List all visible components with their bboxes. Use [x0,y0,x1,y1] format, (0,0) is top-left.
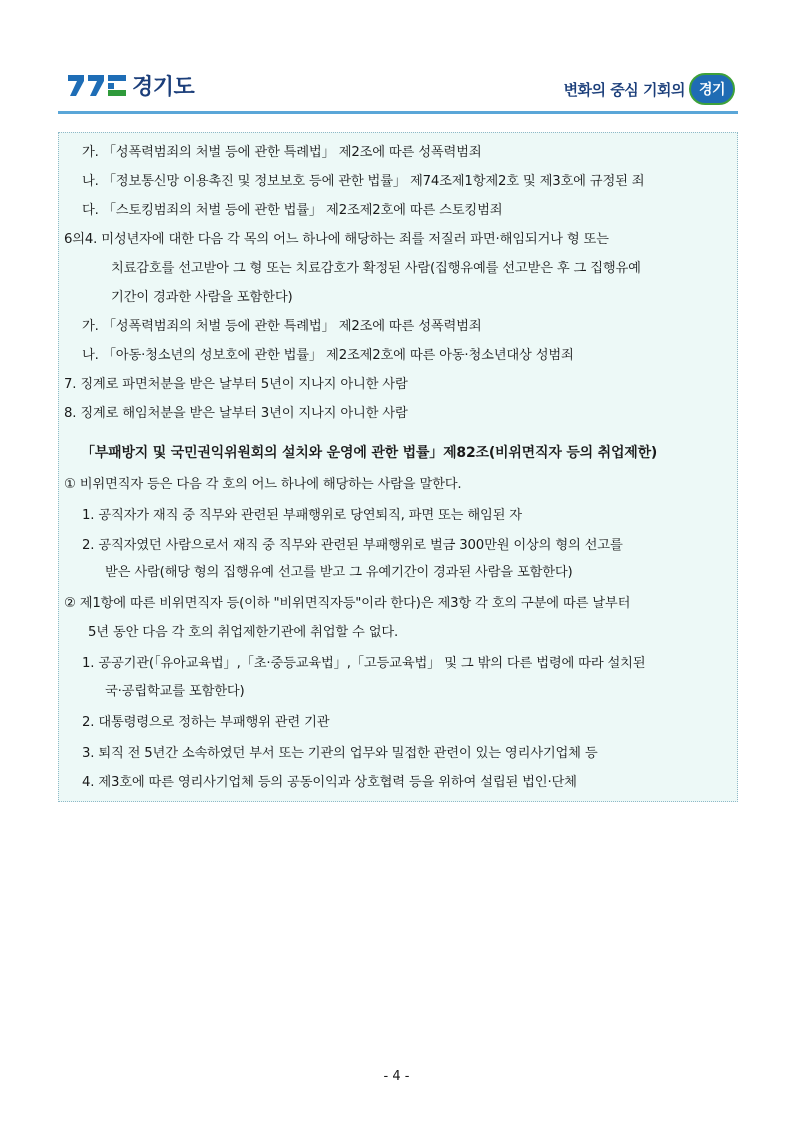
clause-line: ① 비위면직자 등은 다음 각 호의 어느 하나에 해당하는 사람을 말한다. [64,477,462,492]
header-rule [58,111,738,114]
clause-line: 6의4. 미성년자에 대한 다음 각 목의 어느 하나에 해당하는 죄를 저질러 파면·해임되거나 형 또는 [64,232,609,247]
clause-line: ② 제1항에 따른 비위면직자 등(이하 "비위면직자등"이라 한다)은 제3항 각 호의 구분에 따른 날부터 [64,596,631,611]
clause-line: 다. 「스토킹범죄의 처벌 등에 관한 법률」 제2조제2호에 따른 스토킹범죄 [82,203,503,218]
page-header [0,0,793,120]
clause-line: 1. 공직자가 재직 중 직무와 관련된 부패행위로 당연퇴직, 파면 또는 해임된 자 [82,508,522,523]
clause-line: 7. 징계로 파면처분을 받은 날부터 5년이 지나지 아니한 사람 [64,377,408,392]
slogan-text: 변화의 중심 기회의 [563,80,685,99]
content-box [58,132,738,802]
clause-line: 치료감호를 선고받아 그 형 또는 치료감호가 확정된 사람(집행유예를 선고받은 후 그 집행유예 [111,261,641,276]
page-number: - 4 - [383,1069,410,1084]
gyeonggi-logo-icon [66,72,128,98]
gyeonggi-logo [66,70,194,100]
slogan-badge: 경기 [689,73,735,105]
clause-line: 가. 「성폭력범죄의 처벌 등에 관한 특례법」 제2조에 따른 성폭력범죄 [82,319,482,334]
clause-line: 3. 퇴직 전 5년간 소속하였던 부서 또는 기관의 업무와 밀접한 관련이 있는 영리사기업체 등 [82,746,598,761]
clause-line: 가. 「성폭력범죄의 처벌 등에 관한 특례법」 제2조에 따른 성폭력범죄 [82,145,482,160]
clause-line: 국·공립학교를 포함한다) [105,684,245,699]
clause-line: 5년 동안 다음 각 호의 취업제한기관에 취업할 수 없다. [88,625,399,640]
clause-line: 4. 제3호에 따른 영리사기업체 등의 공동이익과 상호협력 등을 위하여 설립된 법인·단체 [82,775,577,790]
clause-line: 8. 징계로 해임처분을 받은 날부터 3년이 지나지 아니한 사람 [64,406,408,421]
clause-line: 나. 「아동·청소년의 성보호에 관한 법률」 제2조제2호에 따른 아동·청소년대상 성범죄 [82,348,574,363]
clause-line: 나. 「정보통신망 이용촉진 및 정보보호 등에 관한 법률」 제74조제1항제2호 및 제3호에 규정된 죄 [82,174,645,189]
logo-text: 경기도 [132,74,195,100]
section-heading: 「부패방지 및 국민권익위원회의 설치와 운영에 관한 법률」제82조(비위면직자 등의 취업제한) [81,445,658,461]
clause-line: 1. 공공기관(「유아교육법」,「초·중등교육법」,「고등교육법」 및 그 밖의 다른 법령에 따라 설치된 [82,656,646,671]
clause-line: 2. 공직자였던 사람으로서 재직 중 직무와 관련된 부패행위로 벌금 300만원 이상의 형의 선고를 [82,538,623,553]
clause-line: 받은 사람(해당 형의 집행유예 선고를 받고 그 유예기간이 경과된 사람을 포함한다) [105,565,573,580]
clause-line: 기간이 경과한 사람을 포함한다) [111,290,293,305]
slogan [564,73,735,105]
clause-line: 2. 대통령령으로 정하는 부패행위 관련 기관 [82,715,330,730]
